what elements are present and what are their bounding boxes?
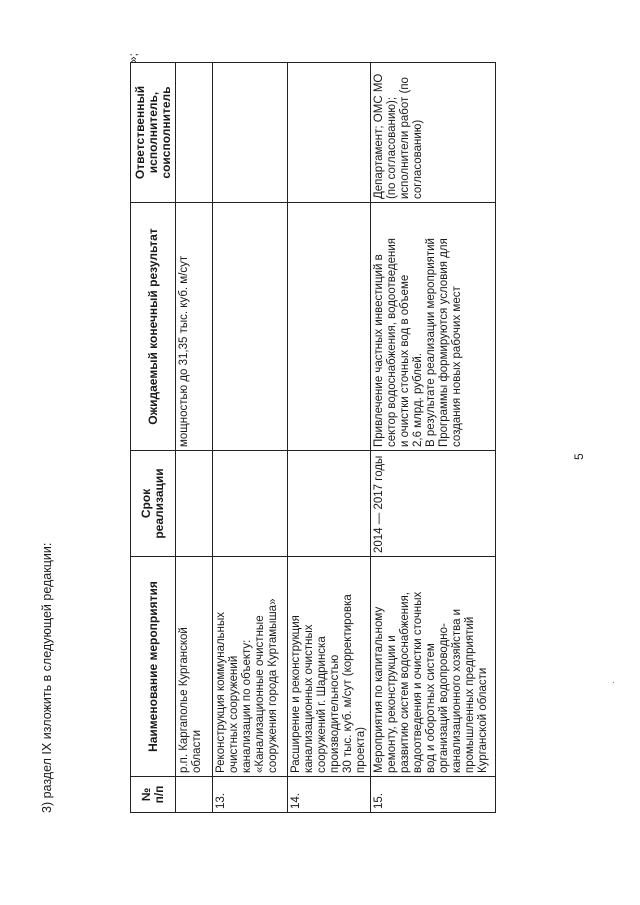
cell-expected-result [288,203,371,451]
cell-measure-name: Мероприятия по капитальному ремонту, реконструкции и развитию систем водоснабжения, водоотведения и очистки сточных вод и оборотных систем организаций водопроводно- канализационного хозяйства и промышленных предприятий Курганской области [371,557,496,777]
table-row [371,63,496,813]
header-period: Срок реализации [131,451,176,557]
table-row [213,63,288,813]
cell-measure-name: р.п. Каргаполье Курганской области [176,557,213,777]
cell-expected-result: мощностью до 31,35 тыс. куб. м/сут [176,203,213,451]
header-expected-result: Ожидаемый конечный результат [131,203,176,451]
cell-number [176,777,213,813]
header-measure-name: Наименование мероприятия [131,557,176,777]
cell-measure-name: Расширение и реконструкция канализационных очистных сооружений г. Шадринска производительностью 30 тыс. куб. м/сут (корректировка проекта) [288,557,371,777]
cell-expected-result [213,203,288,451]
cell-responsible [213,63,288,203]
cell-period [288,451,371,557]
cell-number: 15. [371,777,496,813]
cell-period [176,451,213,557]
header-number: № п/п [131,777,176,813]
closing-quote: »; [126,52,140,63]
cell-responsible: Департамент; ОМС МО (по согласованию); исполнители работ (по согласованию) [371,63,496,203]
table-row [288,63,371,813]
section-amendment-note: 3) раздел IX изложить в следующей редакции: [40,542,54,813]
cell-measure-name: Реконструкция коммунальных очистных сооружений канализации по объекту: «Канализационные очистные сооружения города Куртамыша» [213,557,288,777]
cell-number: 14. [288,777,371,813]
margin-dot [613,682,614,683]
page-number: 5 [572,453,586,460]
header-responsible: Ответственный исполнитель, соисполнитель [131,63,176,203]
cell-responsible [288,63,371,203]
cell-period: 2014 — 2017 годы [371,451,496,557]
cell-period [213,451,288,557]
cell-expected-result: Привлечение частных инвестиций в сектор водоснабжения, водоотведения и очистки сточных вод в объеме 2,6 млрд. рублей. В результате реализации мероприятий Программы формируются условия для создания новых рабочих мест [371,203,496,451]
table-header-row [131,63,176,813]
cell-responsible [176,63,213,203]
cell-number: 13. [213,777,288,813]
measures-table [130,62,496,813]
table-row [176,63,213,813]
